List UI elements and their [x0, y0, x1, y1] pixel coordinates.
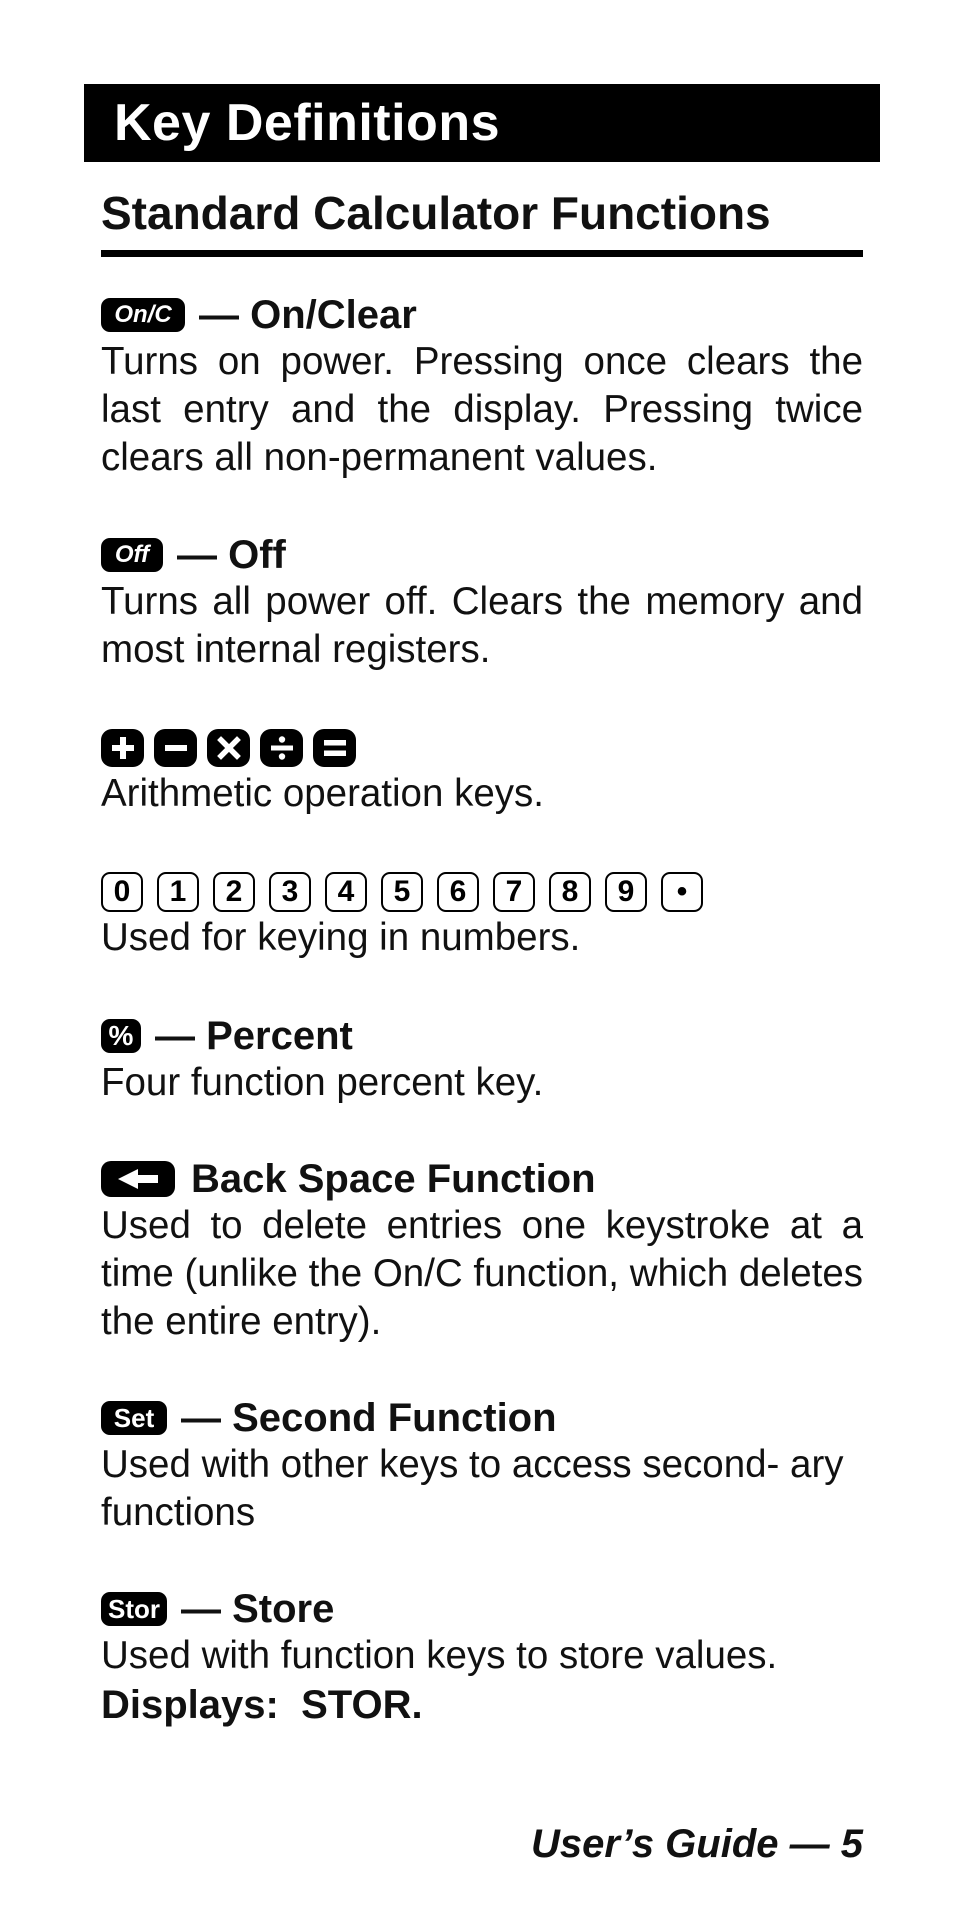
arithmetic-keys	[101, 728, 863, 768]
section-title: Standard Calculator Functions	[101, 186, 863, 257]
entry-heading	[101, 1156, 863, 1202]
multiply-icon	[207, 729, 250, 767]
on-clear-key-icon: On/C	[101, 298, 185, 332]
off-key-icon: Off	[101, 538, 163, 572]
display-label: Displays:	[101, 1683, 279, 1727]
backspace-heading: Back Space Function	[191, 1157, 596, 1201]
digit-9-key: 9	[605, 872, 647, 912]
percent-key-icon: %	[101, 1019, 141, 1053]
display-value: STOR.	[301, 1683, 423, 1727]
digit-5-key: 5	[381, 872, 423, 912]
divide-icon	[260, 729, 303, 767]
on-clear-description: Turns on power. Pressing once clears the last entry and the display. Pressing twice clears all non-permanent values.	[101, 340, 863, 479]
entry-heading	[101, 292, 863, 338]
entry-backspace	[101, 1156, 863, 1346]
equals-icon	[313, 729, 356, 767]
digit-4-key: 4	[325, 872, 367, 912]
entry-store	[101, 1586, 863, 1730]
entry-heading	[101, 1586, 863, 1632]
store-heading: — Store	[181, 1587, 335, 1631]
digit-1-key: 1	[157, 872, 199, 912]
entry-heading	[101, 1013, 863, 1059]
off-heading: — Off	[177, 533, 286, 577]
percent-heading: — Percent	[155, 1014, 353, 1058]
second-function-description: Used with other keys to access second- ary functions	[101, 1443, 844, 1534]
entry-second-function	[101, 1395, 863, 1537]
entry-arithmetic	[101, 728, 863, 818]
plus-icon	[101, 729, 144, 767]
entry-percent	[101, 1013, 863, 1107]
digit-3-key: 3	[269, 872, 311, 912]
entry-heading	[101, 1395, 863, 1441]
page-footer: User’s Guide — 5	[531, 1822, 863, 1866]
backspace-description: Used to delete entries one keystroke at a time (unlike the On/C function, which deletes the entire entry).	[101, 1204, 863, 1343]
set-key-icon: Set	[101, 1401, 167, 1435]
digit-7-key: 7	[493, 872, 535, 912]
digit-0-key: 0	[101, 872, 143, 912]
entry-numbers	[101, 870, 863, 962]
backspace-arrow-icon	[101, 1161, 175, 1197]
number-keys	[101, 870, 863, 914]
entry-off	[101, 532, 863, 674]
entry-on-clear	[101, 292, 863, 482]
page-header	[84, 84, 880, 162]
digit-6-key: 6	[437, 872, 479, 912]
off-description: Turns all power off. Clears the memory and most internal registers.	[101, 580, 863, 671]
digit-2-key: 2	[213, 872, 255, 912]
entry-heading	[101, 532, 863, 578]
second-function-heading: — Second Function	[181, 1396, 557, 1440]
decimal-point-key: •	[661, 872, 703, 912]
on-clear-heading: — On/Clear	[199, 293, 417, 337]
minus-icon	[154, 729, 197, 767]
digit-8-key: 8	[549, 872, 591, 912]
store-display-line	[101, 1680, 863, 1730]
percent-description: Four function percent key.	[101, 1061, 544, 1104]
arithmetic-description: Arithmetic operation keys.	[101, 772, 544, 815]
page-title: Key Definitions	[114, 94, 500, 152]
store-description: Used with function keys to store values.	[101, 1634, 778, 1677]
stor-key-icon: Stor	[101, 1592, 167, 1626]
numbers-description: Used for keying in numbers.	[101, 916, 581, 959]
